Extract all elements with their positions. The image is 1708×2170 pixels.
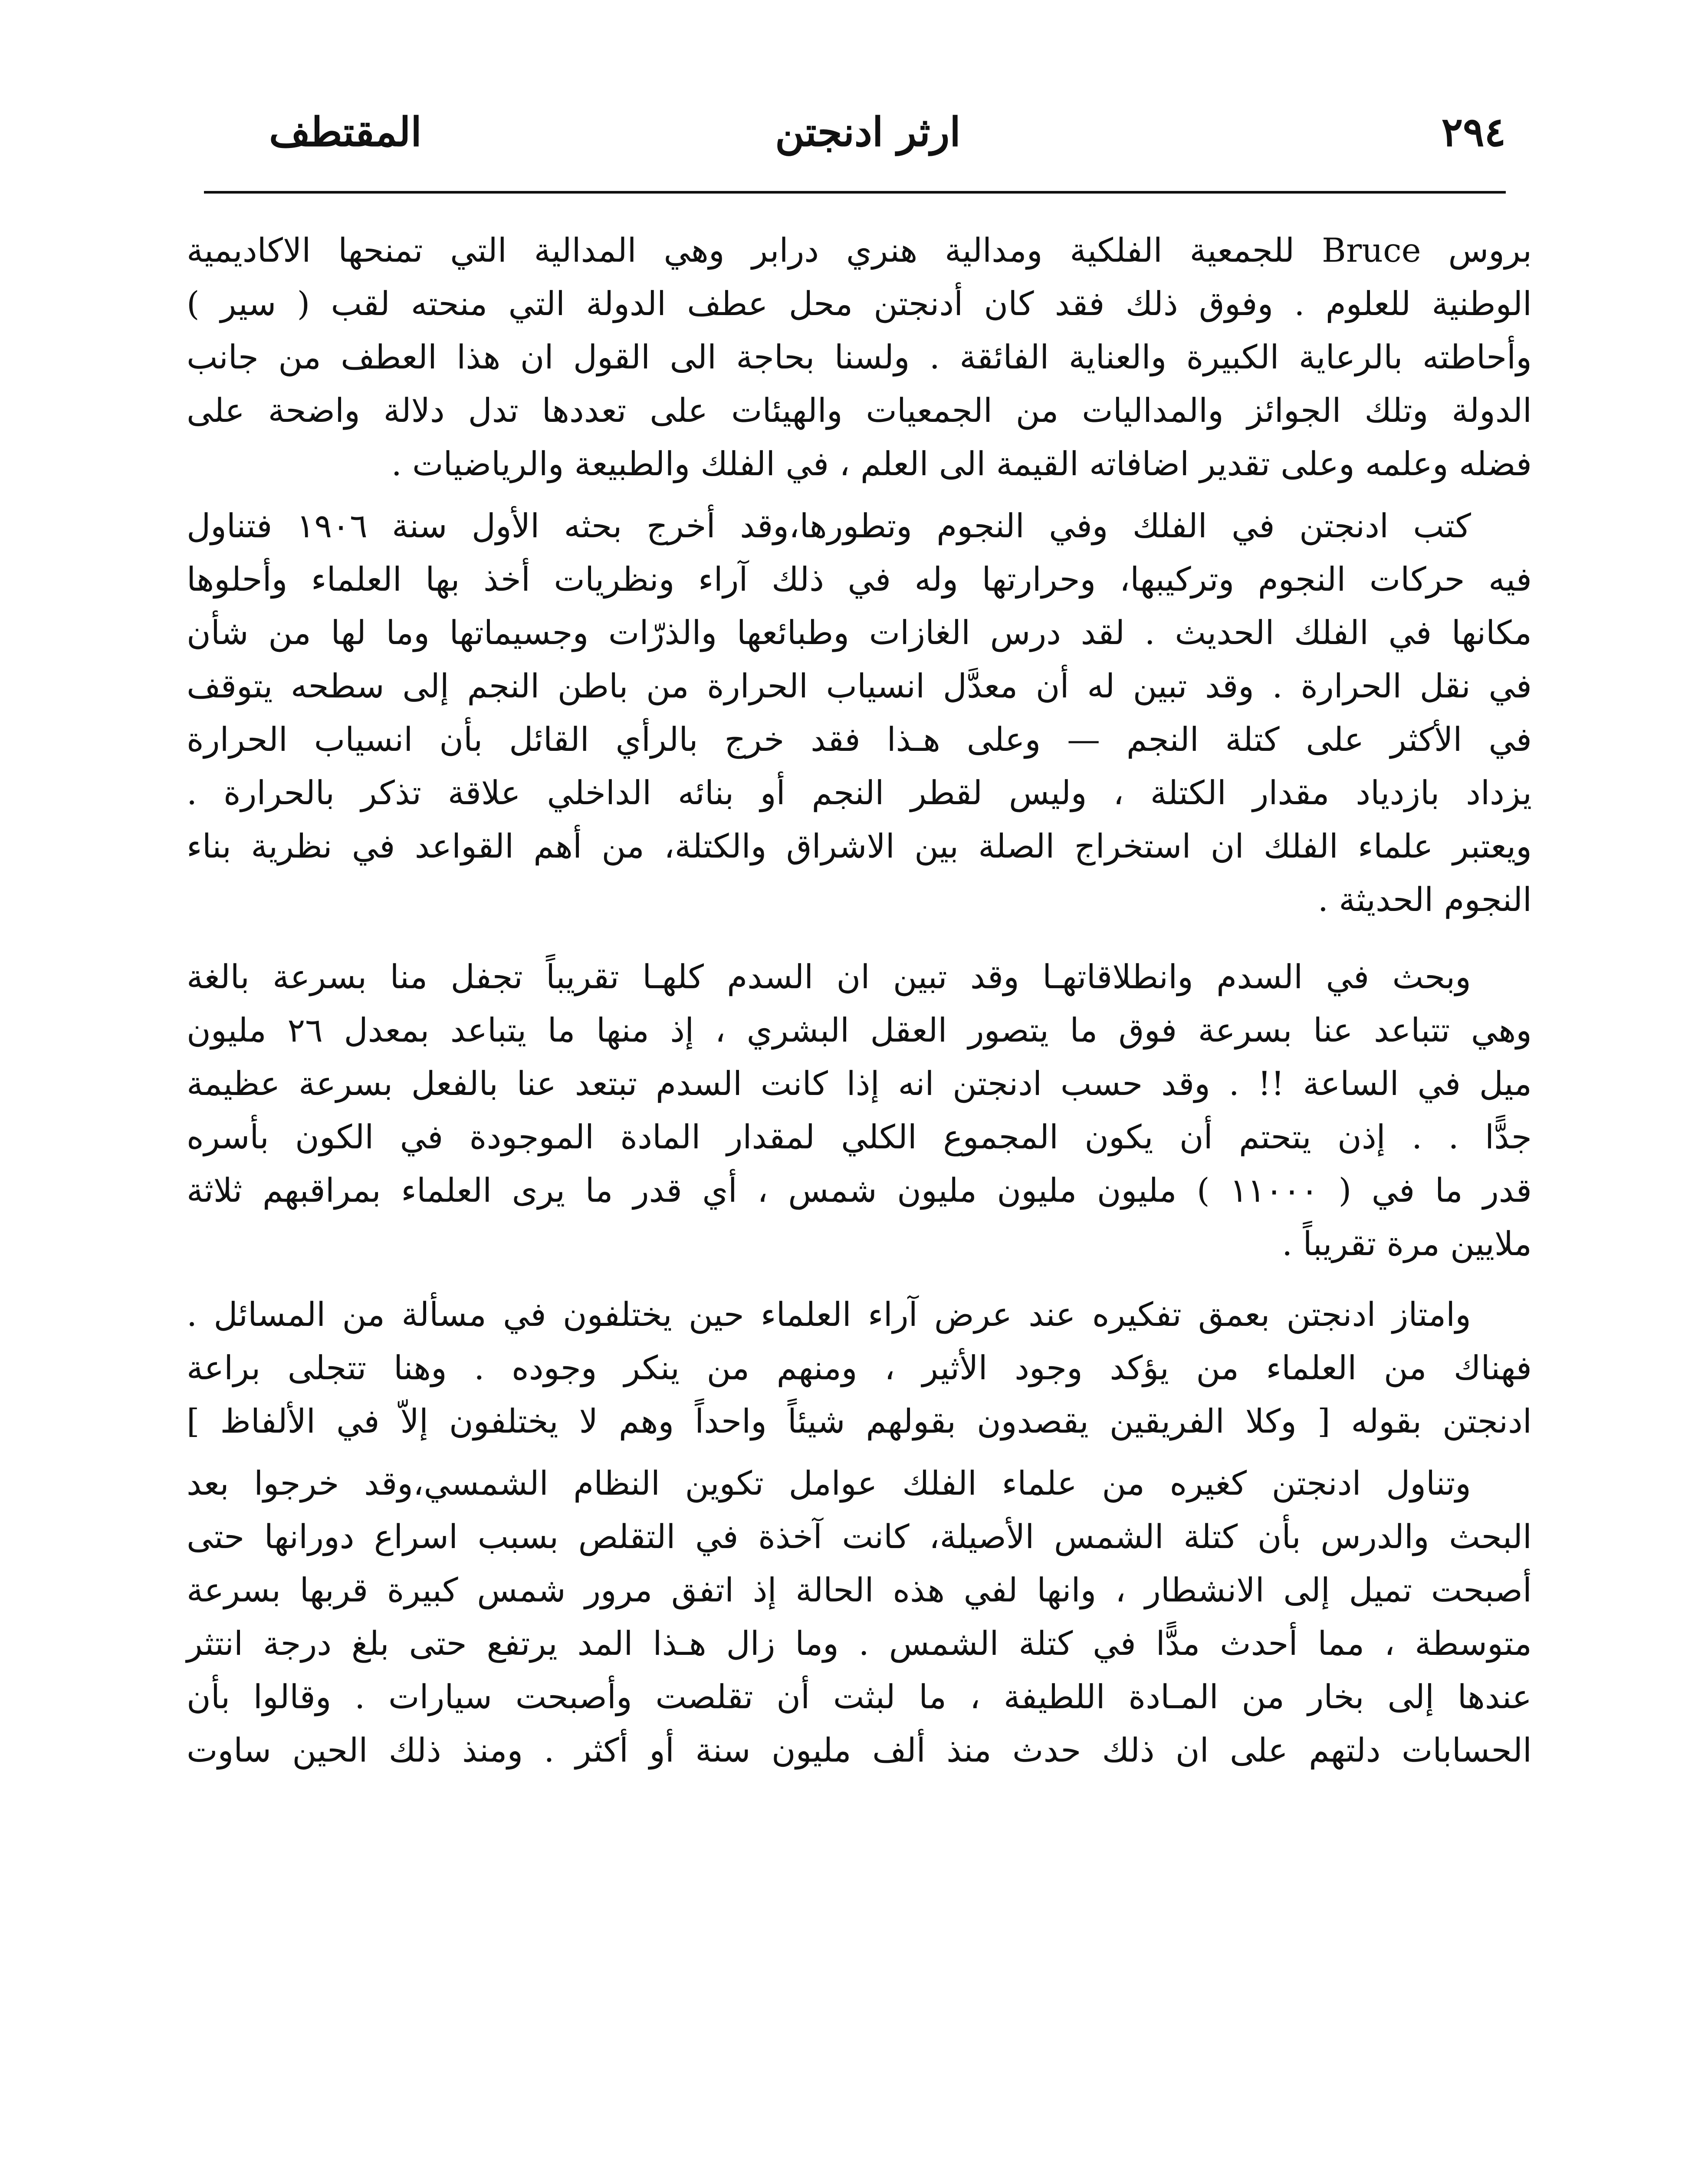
text-line: يزداد بازدياد مقدار الكتلة ، وليس لقطر النجم أو بنائه الداخلي علاقة تذكر بالحرارة . [187,773,1532,812]
text-line: وامتاز ادنجتن بعمق تفكيره عند عرض آراء العلماء حين يختلفون في مسألة من المسائل . [187,1295,1471,1334]
text-line: الدولة وتلك الجوائز والمداليات من الجمعيات والهيئات على تعددها تدل دلالة واضحة على [187,391,1532,430]
text-line: في نقل الحرارة . وقد تبين له أن معدَّل انسياب الحرارة من باطن النجم إلى سطحه يتوقف [187,667,1532,705]
page-number: ٢٩٤ [1441,108,1506,155]
text-line: قدر ما في ( ١١٠٠٠ ) مليون مليون مليون شمس ، أي قدر ما يرى العلماء بمراقبهم ثلاثة [187,1171,1532,1210]
paragraph-1 [187,224,1532,490]
text-line: فضله وعلمه وعلى تقدير اضافاته القيمة الى العلم ، في الفلك والطبيعة والرياضيات . [391,444,1532,483]
page-header [204,91,1506,178]
text-line: ملايين مرة تقريباً . [1282,1224,1532,1263]
text-line: متوسطة ، مما أحدث مدًّا في كتلة الشمس . وما زال هـذا المد يرتفع حتى بلغ درجة انتثر [187,1624,1532,1663]
text-line: الوطنية للعلوم . وفوق ذلك فقد كان أدنجتن محل عطف الدولة التي منحته لقب ( سير ) [187,284,1532,323]
text-line: فيه حركات النجوم وتركيبها، وحرارتها وله في ذلك آراء ونظريات أخذ بها العلماء وأحلوها [187,560,1532,598]
text-line: ويعتبر علماء الفلك ان استخراج الصلة بين الاشراق والكتلة، من أهم القواعد في نظرية بناء [187,827,1532,865]
paragraph-4 [187,1288,1532,1448]
text-line: فهناك من العلماء من يؤكد وجود الأثير ، ومنهم من ينكر وجوده . وهنا تتجلى براعة [187,1348,1532,1387]
paragraph-2 [187,499,1532,926]
text-line: الحسابات دلتهم على ان ذلك حدث منذ ألف مليون سنة أو أكثر . ومنذ ذلك الحين ساوت [187,1731,1532,1769]
text-line: وأحاطته بالرعاية الكبيرة والعناية الفائقة . ولسنا بحاجة الى القول ان هذا العطف من جانب [187,338,1532,376]
text-line: البحث والدرس بأن كتلة الشمس الأصيلة، كانت آخذة في التقلص بسبب اسراع دورانها حتى [187,1517,1532,1556]
text-line: مكانها في الفلك الحديث . لقد درس الغازات وطبائعها والذرّات وجسيماتها وما لها من شأن [187,613,1532,652]
text-line: وبحث في السدم وانطلاقاتهـا وقد تبين ان السدم كلهـا تقريباً تجفل منا بسرعة بالغة [187,957,1471,996]
text-line: ادنجتن بقوله [ وكلا الفريقين يقصدون بقولهم شيئاً واحداً وهم لا يختلفون إلاّ في الألفاظ ] [187,1402,1532,1440]
text-line: وتناول ادنجتن كغيره من علماء الفلك عوامل تكوين النظام الشمسي،وقد خرجوا بعد [187,1464,1471,1503]
text-line: أصبحت تميل إلى الانشطار ، وانها لفي هذه الحالة إذ اتفق مرور شمس كبيرة قربها بسرعة [187,1571,1532,1609]
text-line: في الأكثر على كتلة النجم — وعلى هـذا فقد خرج بالرأي القائل بأن انسياب الحرارة [187,720,1532,759]
text-line: عندها إلى بخار من المـادة اللطيفة ، ما لبثت أن تقلصت وأصبحت سيارات . وقالوا بأن [187,1677,1532,1716]
paragraph-3 [187,950,1532,1270]
text-line: بروس Bruce للجمعية الفلكية ومدالية هنري درابر وهي المدالية التي تمنحها الاكاديمية [187,231,1532,270]
header-rule [204,191,1506,194]
text-line: النجوم الحديثة . [1317,880,1532,919]
journal-name: المقتطف [269,108,422,155]
text-line: ميل في الساعة !! . وقد حسب ادنجتن انه إذا كانت السدم تبتعد عنا بالفعل بسرعة عظيمة [187,1064,1532,1103]
article-body [187,224,1532,1777]
text-line: جدًّا . . إذن يتحتم أن يكون المجموع الكلي لمقدار المادة الموجودة في الكون بأسره [187,1118,1532,1156]
running-title: ارثر ادنجتن [775,108,961,155]
text-line: وهي تتباعد عنا بسرعة فوق ما يتصور العقل البشري ، إذ منها ما يتباعد بمعدل ٢٦ مليون [187,1011,1532,1049]
text-line: كتب ادنجتن في الفلك وفي النجوم وتطورها،وقد أخرج بحثه الأول سنة ١٩٠٦ فتناول [187,506,1471,545]
paragraph-5 [187,1457,1532,1777]
